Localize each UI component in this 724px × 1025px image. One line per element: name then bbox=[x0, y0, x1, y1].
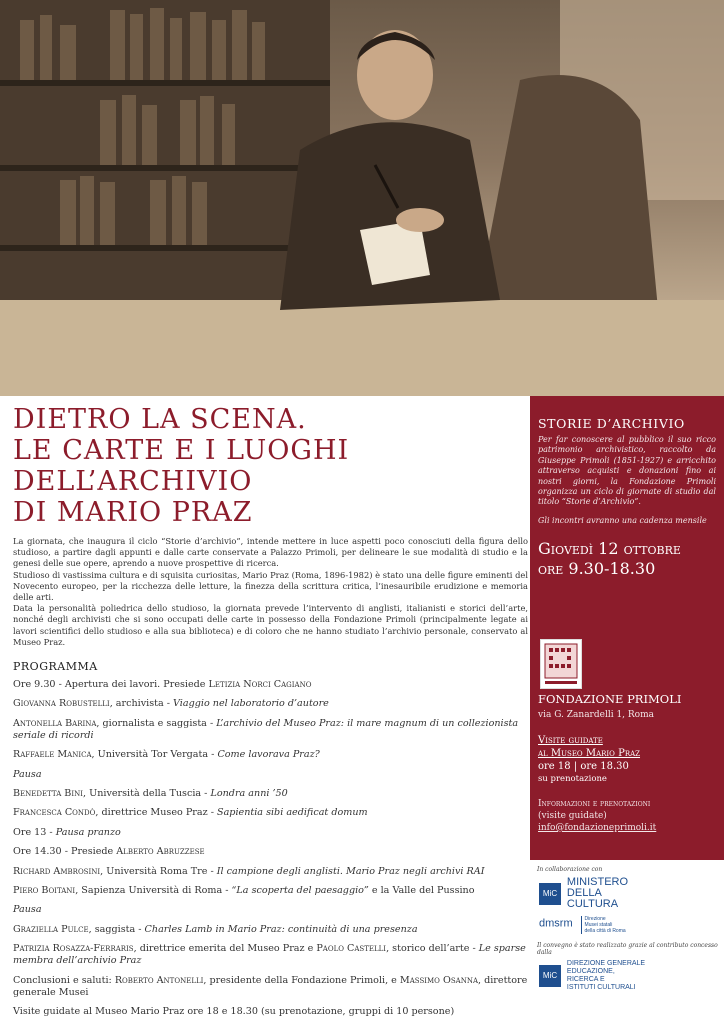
program-row: Conclusioni e saluti: Roberto Antonelli, presidente della Fondazione Primoli, e Massimo Osanna, direttore generale Musei bbox=[13, 974, 528, 998]
info-block bbox=[538, 798, 656, 834]
info-sidebar bbox=[530, 396, 724, 860]
title-line-2: LE CARTE E I LUOGHI DELL’ARCHIVIO bbox=[13, 435, 350, 497]
event-title bbox=[13, 404, 528, 528]
mic-badge-2: MiC bbox=[539, 965, 561, 987]
program-row: Visite guidate al Museo Mario Praz ore 18 e 18.30 (su prenotazione, gruppi di 10 persone) bbox=[13, 1005, 455, 1017]
fondazione-address: via G. Zanardelli 1, Roma bbox=[538, 710, 654, 720]
fondazione-name: FONDAZIONE PRIMOLI bbox=[538, 692, 682, 706]
convegno-label: Il convegno è stato realizzato grazie al contributo concesso dalla bbox=[537, 942, 718, 956]
intro-text bbox=[13, 536, 528, 648]
intro-paragraph-3: Data la personalità poliedrica dello studioso, la giornata prevede l’intervento di anglisti, italianisti e storici dell’arte, nonché degli archivisti che si sono occupati delle carte in possesso della Fondazione Primoli (principalmente legate ai lavori scientifici dello studioso e alla sua biblioteca) e di coloro che ne hanno studiato l’archivio personale, conservato al Museo Praz. bbox=[13, 603, 528, 647]
program-row: Graziella Pulce, saggista - Charles Lamb in Mario Praz: continuità di una presenza bbox=[13, 923, 418, 935]
title-line-1: DIETRO LA SCENA. bbox=[13, 404, 307, 435]
dg-logo bbox=[539, 960, 722, 992]
programma-heading: PROGRAMMA bbox=[13, 660, 98, 674]
program-row: Ore 13 - Pausa pranzo bbox=[13, 826, 121, 838]
dg-line-3: RICERCA E bbox=[566, 976, 605, 983]
program-row: Ore 14.30 - Presiede Alberto Abruzzese bbox=[13, 846, 205, 858]
program-row: Ore 9.30 - Apertura dei lavori. Presiede Letizia Norci Cagiano bbox=[13, 679, 312, 691]
ministero-line-2: DELLA bbox=[566, 887, 602, 899]
event-day: Giovedì 12 ottobre bbox=[538, 538, 681, 558]
program-row: Raffaele Manica, Università Tor Vergata - Come lavorava Praz? bbox=[13, 749, 320, 761]
dmsrm-sub-2: Musei statali bbox=[584, 922, 613, 928]
fondazione-logo bbox=[540, 639, 582, 689]
visite-guidate bbox=[538, 734, 640, 786]
email-link[interactable]: info@fondazioneprimoli.it bbox=[538, 823, 657, 833]
program-row: Antonella Barina, giornalista e saggista - L’archivio del Museo Praz: il mare magnum di un collezionista seriale di ricordi bbox=[13, 717, 519, 741]
dmsrm-logo bbox=[539, 916, 722, 934]
program-pause: Pausa bbox=[13, 904, 42, 916]
main-column bbox=[13, 404, 528, 1025]
event-date bbox=[538, 539, 724, 579]
dmsrm-text: dmsrm bbox=[539, 917, 573, 930]
sidebar-cadenza: Gli incontri avranno una cadenza mensile bbox=[538, 515, 707, 525]
event-hours: ore 9.30-18.30 bbox=[538, 558, 656, 578]
photo-illustration bbox=[0, 0, 724, 396]
visite-times: ore 18 | ore 18.30 bbox=[538, 761, 629, 772]
programma-list bbox=[13, 679, 528, 1018]
dmsrm-sub-3: della città di Roma bbox=[584, 928, 626, 934]
dg-line-2: EDUCAZIONE, bbox=[566, 968, 615, 975]
visite-link-2[interactable]: al Museo Mario Praz bbox=[538, 748, 641, 759]
sidebar-description: Per far conoscere al pubblico il suo ricco patrimonio archivistico, raccolto da Giuseppe Primoli (1851-1927) e arricchito attraverso acquisti e donazioni fino ai nostri giorni, la Fondazione Primoli organizza un ciclo di giornate di studio dal titolo “Storie d’Archivio”. bbox=[538, 435, 716, 507]
dmsrm-sub-1: Direzione bbox=[584, 916, 606, 922]
sponsors bbox=[537, 866, 722, 992]
info-sub: (visite guidate) bbox=[538, 811, 607, 821]
collab-label: In collaborazione con bbox=[537, 866, 603, 873]
program-row: Piero Boitani, Sapienza Università di Roma - “La scoperta del paesaggio” e la Valle del Pussino bbox=[13, 884, 475, 896]
sidebar-title: STORIE D’ARCHIVIO bbox=[538, 416, 685, 431]
dg-line-4: ISTITUTI CULTURALI bbox=[566, 984, 636, 991]
program-row: Francesca Condò, direttrice Museo Praz - Sapientia sibi aedificat domum bbox=[13, 807, 368, 819]
program-row: Richard Ambrosini, Università Roma Tre - Il campione degli anglisti. Mario Praz negli archivi RAI bbox=[13, 865, 485, 877]
program-row: Patrizia Rosazza-Ferraris, direttrice emerita del Museo Praz e Paolo Castelli, storico dell’arte - Le sparse membra dell’archivio Praz bbox=[13, 943, 526, 967]
title-line-3: DI MARIO PRAZ bbox=[13, 497, 253, 528]
program-row: Giovanna Robustelli, archivista - Viaggio nel laboratorio d’autore bbox=[13, 698, 329, 710]
visite-note: su prenotazione bbox=[538, 774, 607, 784]
ministero-line-3: CULTURA bbox=[566, 898, 619, 910]
visite-link-1[interactable]: Visite guidate bbox=[538, 735, 603, 746]
program-row: Benedetta Bini, Università della Tuscia - Londra anni ’50 bbox=[13, 787, 288, 799]
info-heading: Informazioni e prenotazioni bbox=[538, 799, 651, 809]
intro-paragraph-1: La giornata, che inaugura il ciclo “Storie d’archivio”, intende mettere in luce aspetti poco conosciuti della figura dello studioso, a partire dagli appunti e dalle carte conservate a Palazzo Primoli, per delineare le sue modalità di studio e la genesi delle sue opere, aprendo a nuove prospettive di ricerca. bbox=[13, 536, 528, 569]
mic-badge: MiC bbox=[539, 883, 561, 905]
dg-line-1: DIREZIONE GENERALE bbox=[566, 960, 646, 967]
header-photo bbox=[0, 0, 724, 396]
intro-paragraph-2: Studioso di vastissima cultura e di squisita curiositas, Mario Praz (Roma, 1896-1982) è stato una delle figure eminenti del Novecento europeo, per la ricchezza delle letture, la finezza della scrittura critica, l’inesauribile erudizione e memoria delle arti. bbox=[13, 569, 528, 603]
ministero-logo bbox=[539, 877, 722, 910]
ministero-line-1: MINISTERO bbox=[566, 876, 629, 888]
program-pause: Pausa bbox=[13, 768, 42, 780]
